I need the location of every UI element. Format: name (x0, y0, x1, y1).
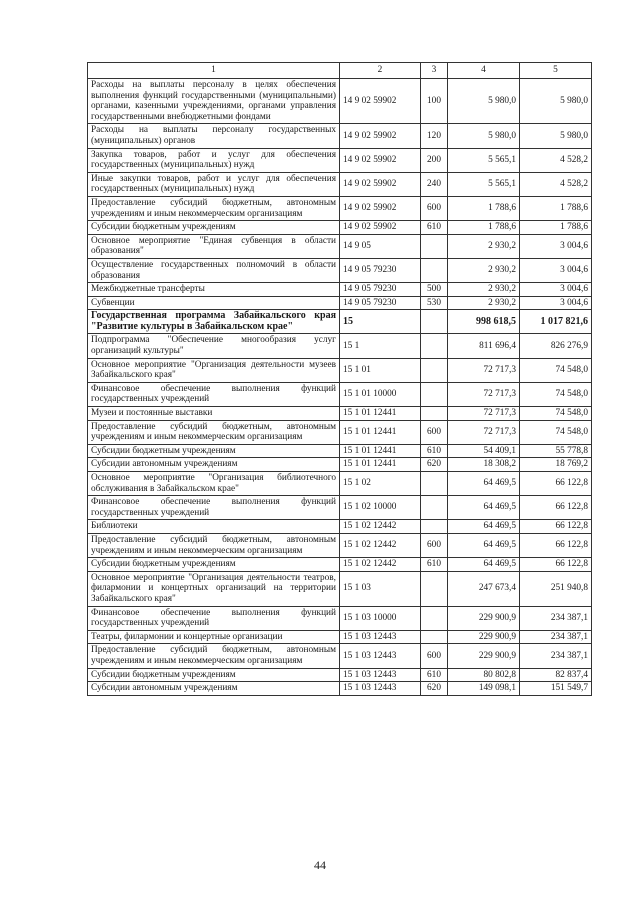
table-row (88, 496, 592, 520)
row-value-year2-cell: 74 548,0 (520, 358, 592, 382)
table-row (88, 283, 592, 297)
table-row (88, 458, 592, 472)
row-value-year1-cell: 247 673,4 (448, 571, 520, 606)
row-name-cell: Субсидии бюджетным учреждениям (88, 221, 340, 235)
row-value-year1-cell: 149 098,1 (448, 682, 520, 696)
row-name-cell: Предоставление субсидий бюджетным, автономным учреждениям и иным некоммерческим организациям (88, 644, 340, 668)
row-name-cell: Иные закупки товаров, работ и услуг для обеспечения государственных (муниципальных) нужд (88, 172, 340, 196)
row-value-year1-cell: 811 696,4 (448, 334, 520, 358)
row-name-cell: Субвенции (88, 296, 340, 310)
row-name-cell: Межбюджетные трансферты (88, 283, 340, 297)
row-expense-type-cell (421, 234, 448, 258)
row-name-cell: Театры, филармонии и концертные организации (88, 630, 340, 644)
row-expense-type-cell: 600 (421, 196, 448, 220)
row-value-year1-cell: 5 565,1 (448, 148, 520, 172)
table-row (88, 334, 592, 358)
table-row (88, 172, 592, 196)
row-value-year2-cell: 74 548,0 (520, 420, 592, 444)
row-code-cell: 15 (340, 310, 421, 334)
row-value-year2-cell: 826 276,9 (520, 334, 592, 358)
row-value-year2-cell: 151 549,7 (520, 682, 592, 696)
row-value-year2-cell: 74 548,0 (520, 407, 592, 421)
page-number: 44 (314, 858, 326, 872)
row-value-year2-cell: 1 017 821,6 (520, 310, 592, 334)
row-expense-type-cell (421, 310, 448, 334)
row-value-year1-cell: 5 980,0 (448, 124, 520, 148)
row-value-year1-cell: 64 469,5 (448, 558, 520, 572)
table-row (88, 407, 592, 421)
row-value-year2-cell: 234 387,1 (520, 606, 592, 630)
row-code-cell: 15 1 01 10000 (340, 382, 421, 406)
row-name-cell: Основное мероприятие "Организация библиотечного обслуживания в Забайкальском крае" (88, 472, 340, 496)
table-row (88, 358, 592, 382)
row-code-cell: 14 9 02 59902 (340, 79, 421, 124)
row-value-year2-cell: 251 940,8 (520, 571, 592, 606)
row-value-year1-cell: 2 930,2 (448, 234, 520, 258)
row-value-year1-cell: 72 717,3 (448, 420, 520, 444)
table-row (88, 558, 592, 572)
row-expense-type-cell: 610 (421, 558, 448, 572)
budget-table (87, 62, 592, 696)
row-value-year1-cell: 64 469,5 (448, 496, 520, 520)
row-expense-type-cell (421, 571, 448, 606)
row-name-cell: Финансовое обеспечение выполнения функций государственных учреждений (88, 606, 340, 630)
table-row (88, 444, 592, 458)
row-code-cell: 15 1 03 12443 (340, 630, 421, 644)
table-row (88, 234, 592, 258)
row-expense-type-cell (421, 407, 448, 421)
row-expense-type-cell (421, 496, 448, 520)
row-value-year1-cell: 80 802,8 (448, 668, 520, 682)
header-row (88, 63, 592, 79)
row-code-cell: 14 9 02 59902 (340, 172, 421, 196)
row-name-cell: Предоставление субсидий бюджетным, автономным учреждениям и иным некоммерческим организациям (88, 533, 340, 557)
row-value-year2-cell: 3 004,6 (520, 234, 592, 258)
header-cell-2: 2 (340, 63, 421, 79)
row-value-year1-cell: 229 900,9 (448, 606, 520, 630)
table-row (88, 79, 592, 124)
table-row (88, 124, 592, 148)
row-code-cell: 15 1 (340, 334, 421, 358)
row-value-year2-cell: 1 788,6 (520, 196, 592, 220)
row-value-year1-cell: 72 717,3 (448, 358, 520, 382)
row-expense-type-cell: 610 (421, 221, 448, 235)
row-value-year2-cell: 1 788,6 (520, 221, 592, 235)
table-row (88, 630, 592, 644)
row-value-year1-cell: 2 930,2 (448, 283, 520, 297)
row-value-year2-cell: 66 122,8 (520, 496, 592, 520)
header-cell-3: 3 (421, 63, 448, 79)
row-expense-type-cell: 610 (421, 668, 448, 682)
row-value-year1-cell: 72 717,3 (448, 407, 520, 421)
row-value-year1-cell: 2 930,2 (448, 258, 520, 282)
header-cell-4: 4 (448, 63, 520, 79)
row-name-cell: Финансовое обеспечение выполнения функций государственных учреждений (88, 382, 340, 406)
row-name-cell: Субсидии бюджетным учреждениям (88, 668, 340, 682)
row-value-year2-cell: 18 769,2 (520, 458, 592, 472)
table-row (88, 296, 592, 310)
row-value-year1-cell: 18 308,2 (448, 458, 520, 472)
row-expense-type-cell: 600 (421, 644, 448, 668)
row-value-year2-cell: 234 387,1 (520, 630, 592, 644)
row-value-year1-cell: 5 565,1 (448, 172, 520, 196)
table-row (88, 148, 592, 172)
row-name-cell: Библиотеки (88, 520, 340, 534)
row-expense-type-cell: 100 (421, 79, 448, 124)
row-expense-type-cell: 120 (421, 124, 448, 148)
table-row (88, 682, 592, 696)
row-name-cell: Закупка товаров, работ и услуг для обеспечения государственных (муниципальных) нужд (88, 148, 340, 172)
row-value-year2-cell: 234 387,1 (520, 644, 592, 668)
row-expense-type-cell (421, 472, 448, 496)
row-code-cell: 15 1 02 (340, 472, 421, 496)
row-value-year1-cell: 72 717,3 (448, 382, 520, 406)
row-code-cell: 14 9 02 59902 (340, 148, 421, 172)
header-cell-5: 5 (520, 63, 592, 79)
row-code-cell: 15 1 02 12442 (340, 558, 421, 572)
row-expense-type-cell: 620 (421, 682, 448, 696)
row-code-cell: 14 9 02 59902 (340, 221, 421, 235)
row-value-year1-cell: 64 469,5 (448, 472, 520, 496)
row-code-cell: 15 1 03 12443 (340, 682, 421, 696)
row-value-year2-cell: 5 980,0 (520, 79, 592, 124)
table-row (88, 221, 592, 235)
row-value-year2-cell: 3 004,6 (520, 283, 592, 297)
row-code-cell: 15 1 01 (340, 358, 421, 382)
table-row (88, 258, 592, 282)
table-row (88, 472, 592, 496)
row-name-cell: Субсидии бюджетным учреждениям (88, 558, 340, 572)
row-expense-type-cell: 500 (421, 283, 448, 297)
row-code-cell: 15 1 01 12441 (340, 420, 421, 444)
row-value-year2-cell: 4 528,2 (520, 172, 592, 196)
row-value-year1-cell: 998 618,5 (448, 310, 520, 334)
row-value-year2-cell: 4 528,2 (520, 148, 592, 172)
row-value-year2-cell: 55 778,8 (520, 444, 592, 458)
table-row (88, 606, 592, 630)
row-value-year1-cell: 5 980,0 (448, 79, 520, 124)
row-name-cell: Государственная программа Забайкальского края "Развитие культуры в Забайкальском крае" (88, 310, 340, 334)
row-expense-type-cell (421, 358, 448, 382)
row-code-cell: 15 1 01 12441 (340, 444, 421, 458)
row-value-year2-cell: 66 122,8 (520, 520, 592, 534)
row-expense-type-cell (421, 258, 448, 282)
header-cell-1: 1 (88, 63, 340, 79)
row-name-cell: Основное мероприятие "Единая субвенция в области образования" (88, 234, 340, 258)
row-name-cell: Субсидии автономным учреждениям (88, 458, 340, 472)
row-name-cell: Расходы на выплаты персоналу государственных (муниципальных) органов (88, 124, 340, 148)
row-code-cell: 15 1 03 10000 (340, 606, 421, 630)
row-code-cell: 15 1 02 12442 (340, 533, 421, 557)
row-value-year2-cell: 66 122,8 (520, 533, 592, 557)
row-code-cell: 14 9 02 59902 (340, 196, 421, 220)
row-value-year2-cell: 74 548,0 (520, 382, 592, 406)
row-code-cell: 15 1 02 12442 (340, 520, 421, 534)
row-expense-type-cell: 600 (421, 420, 448, 444)
table-row (88, 196, 592, 220)
row-code-cell: 14 9 05 79230 (340, 283, 421, 297)
row-expense-type-cell (421, 382, 448, 406)
row-code-cell: 14 9 05 79230 (340, 258, 421, 282)
row-expense-type-cell (421, 630, 448, 644)
table-row (88, 520, 592, 534)
row-value-year1-cell: 64 469,5 (448, 520, 520, 534)
row-expense-type-cell: 240 (421, 172, 448, 196)
row-value-year1-cell: 64 469,5 (448, 533, 520, 557)
row-code-cell: 14 9 05 (340, 234, 421, 258)
row-code-cell: 15 1 01 12441 (340, 458, 421, 472)
row-value-year2-cell: 5 980,0 (520, 124, 592, 148)
row-name-cell: Предоставление субсидий бюджетным, автономным учреждениям и иным некоммерческим организациям (88, 196, 340, 220)
row-value-year2-cell: 66 122,8 (520, 558, 592, 572)
row-value-year1-cell: 1 788,6 (448, 196, 520, 220)
table-row (88, 644, 592, 668)
row-expense-type-cell: 530 (421, 296, 448, 310)
row-expense-type-cell: 600 (421, 533, 448, 557)
row-code-cell: 14 9 05 79230 (340, 296, 421, 310)
table-body (88, 63, 592, 696)
row-value-year1-cell: 229 900,9 (448, 644, 520, 668)
row-name-cell: Расходы на выплаты персоналу в целях обеспечения выполнения функций государственными (муниципальными) органами, казенными учреждениями, органами управления государственными внебюджетными фондами (88, 79, 340, 124)
row-expense-type-cell (421, 606, 448, 630)
row-name-cell: Основное мероприятие "Организация деятельности музеев Забайкальского края" (88, 358, 340, 382)
row-value-year2-cell: 82 837,4 (520, 668, 592, 682)
row-expense-type-cell (421, 334, 448, 358)
row-code-cell: 15 1 02 10000 (340, 496, 421, 520)
row-name-cell: Финансовое обеспечение выполнения функций государственных учреждений (88, 496, 340, 520)
row-code-cell: 14 9 02 59902 (340, 124, 421, 148)
row-expense-type-cell (421, 520, 448, 534)
row-value-year1-cell: 54 409,1 (448, 444, 520, 458)
table-row (88, 382, 592, 406)
table-row (88, 420, 592, 444)
row-value-year2-cell: 3 004,6 (520, 296, 592, 310)
row-value-year1-cell: 229 900,9 (448, 630, 520, 644)
row-value-year2-cell: 66 122,8 (520, 472, 592, 496)
row-name-cell: Субсидии бюджетным учреждениям (88, 444, 340, 458)
row-expense-type-cell: 200 (421, 148, 448, 172)
row-value-year2-cell: 3 004,6 (520, 258, 592, 282)
table-row (88, 571, 592, 606)
row-name-cell: Основное мероприятие "Организация деятельности театров, филармонии и концертных организаций на территории Забайкальского края" (88, 571, 340, 606)
row-expense-type-cell: 610 (421, 444, 448, 458)
row-name-cell: Субсидии автономным учреждениям (88, 682, 340, 696)
row-name-cell: Осуществление государственных полномочий в области образования (88, 258, 340, 282)
row-name-cell: Подпрограмма "Обеспечение многообразия услуг организаций культуры" (88, 334, 340, 358)
row-expense-type-cell: 620 (421, 458, 448, 472)
row-name-cell: Музеи и постоянные выставки (88, 407, 340, 421)
row-value-year1-cell: 2 930,2 (448, 296, 520, 310)
row-code-cell: 15 1 03 (340, 571, 421, 606)
row-name-cell: Предоставление субсидий бюджетным, автономным учреждениям и иным некоммерческим организациям (88, 420, 340, 444)
table-row (88, 310, 592, 334)
row-code-cell: 15 1 03 12443 (340, 668, 421, 682)
row-code-cell: 15 1 01 12441 (340, 407, 421, 421)
table-row (88, 533, 592, 557)
table-row (88, 668, 592, 682)
row-code-cell: 15 1 03 12443 (340, 644, 421, 668)
row-value-year1-cell: 1 788,6 (448, 221, 520, 235)
